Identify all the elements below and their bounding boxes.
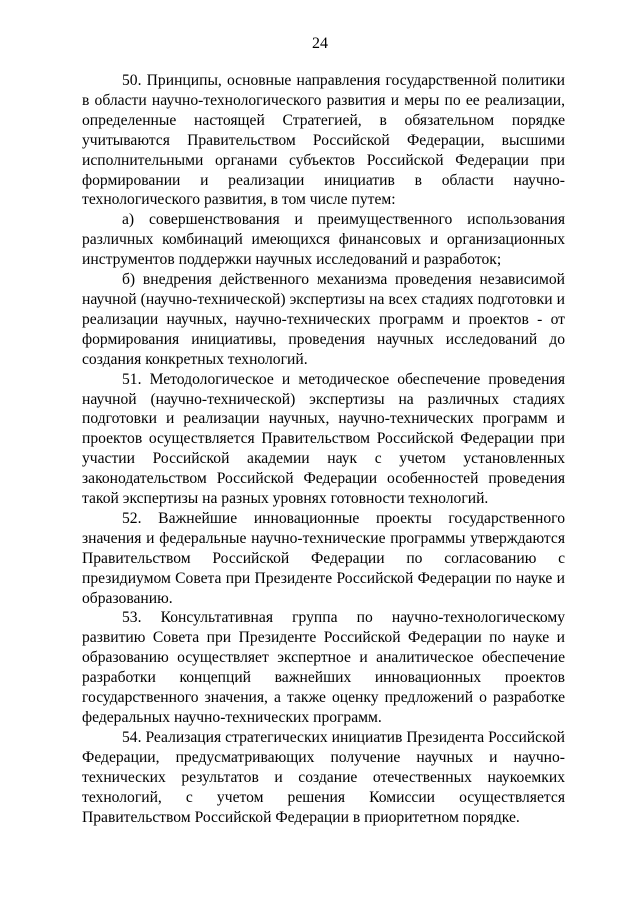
paragraph-51: 51. Методологическое и методическое обеспечение проведения научной (научно-технической) экспертизы на различных стадиях подготовки и реализации научных, научно-технических программ и проектов осуществляется Правительством Российской Федерации при участии Российской академии наук с учетом установленных законодательством Российской Федерации особенностей проведения такой экспертизы на разных уровнях готовности технологий. bbox=[82, 370, 565, 508]
paragraph-52: 52. Важнейшие инновационные проекты государственного значения и федеральные научно-технические программы утверждаются Правительством Российской Федерации по согласованию с президиумом Совета при Президенте Российской Федерации по науке и образованию. bbox=[82, 509, 565, 607]
paragraph-50-item-a: а) совершенствования и преимущественного использования различных комбинаций имеющихся финансовых и организационных инструментов поддержки научных исследований и разработок; bbox=[82, 211, 565, 269]
paragraph-50: 50. Принципы, основные направления государственной политики в области научно-технологического развития и меры по ее реализации, определенные настоящей Стратегией, в обязательном порядке учитываются Правительством Российской Федерации, высшими исполнительными органами субъектов Российской Федерации при формировании и реализации инициатив в области научно-технологического развития, в том числе путем: bbox=[82, 72, 565, 209]
page-number: 24 bbox=[312, 35, 328, 52]
paragraph-53: 53. Консультативная группа по научно-технологическому развитию Совета при Президенте Российской Федерации по науке и образованию осуществляет экспертное и аналитическое обеспечение разработки концепций важнейших инновационных проектов государственного значения, а также оценку предложений о разработке федеральных научно-технических программ. bbox=[82, 609, 565, 726]
document-body bbox=[82, 71, 565, 827]
paragraph-50-item-b: б) внедрения действенного механизма проведения независимой научной (научно-технической) экспертизы на всех стадиях подготовки и реализации научных, научно-технических программ и проектов - от формирования инициативы, проведения научных исследований до создания конкретных технологий. bbox=[82, 271, 565, 368]
paragraph-54: 54. Реализация стратегических инициатив Президента Российской Федерации, предусматривающих получение научных и научно-технических результатов и создание отечественных наукоемких технологий, с учетом решения Комиссии осуществляется Правительством Российской Федерации в приоритетном порядке. bbox=[82, 728, 565, 826]
